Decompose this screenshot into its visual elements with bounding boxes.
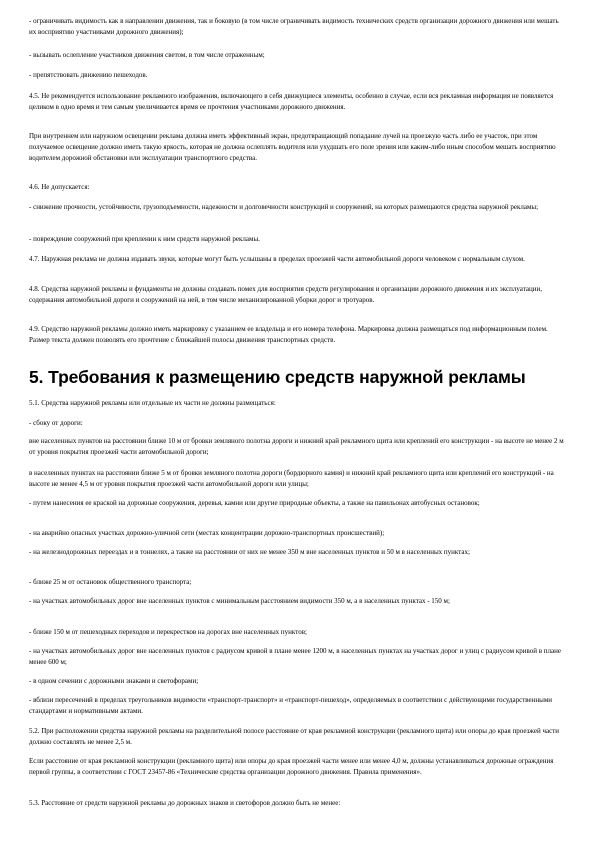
paragraph: - в одном сечении с дорожными знаками и светофорами; bbox=[29, 677, 199, 685]
paragraph: - на железнодорожных переездах и в тоннелях, а также на расстоянии от них не менее 350 м вне населенных пунктов и 50 м в населенных пунктах; bbox=[29, 548, 470, 556]
paragraph: - снижение прочности, устойчивости, грузоподъемности, надежности и долговечности конструкций и сооружений, на которых размещаются средства наружной рекламы; bbox=[29, 203, 539, 211]
paragraph: в населенных пунктах на расстоянии ближе 5 м от бровки земляного полотна дороги (бордюрного камня) и нижний край рекламного щита или креплений его конструкций - на высоте не менее 4,5 м от уровня покрытия проезжей части автомобильной дороги или улицы; bbox=[29, 469, 554, 488]
paragraph: - ограничивать видимость как в направлении движения, так и боковую (в том числе ограничивать видимость технических средств организации дорожного движения или мешать их восприятию участниками дорожного движения); bbox=[29, 17, 559, 36]
paragraph: 4.7. Наружная реклама не должна издавать звуки, которые могут быть услышаны в пределах проезжей части автомобильной дороги человеком с нормальным слухом. bbox=[29, 255, 525, 263]
paragraph: - на аварийно опасных участках дорожно-уличной сети (местах концентрации дорожно-транспортных происшествий); bbox=[29, 529, 385, 537]
paragraph: 5.3. Расстояние от средств наружной рекламы до дорожных знаков и светофоров должно быть не менее: bbox=[29, 799, 341, 807]
paragraph: - сбоку от дороги: bbox=[29, 419, 83, 427]
paragraph: - повреждение сооружений при креплении к ним средств наружной рекламы. bbox=[29, 235, 260, 243]
paragraph: - ближе 150 м от пешеходных переходов и перекрестков на дорогах вне населенных пунктов; bbox=[29, 628, 307, 636]
paragraph: 5.1. Средства наружной рекламы или отдельные их части не должны размещаться: bbox=[29, 399, 276, 407]
section-heading: 5. Требования к размещению средств наружной рекламы bbox=[29, 367, 526, 387]
paragraph: вне населенных пунктов на расстоянии ближе 10 м от бровки земляного полотна дороги и нижний край рекламного щита или креплений его конструкции - на высоте не менее 2 м от уровня покрытия проезжей части автомобильной дороги; bbox=[29, 437, 564, 456]
paragraph: - путем нанесения ее краской на дорожные сооружения, деревья, камни или другие природные объекты, а также на павильонах автобусных остановок; bbox=[29, 499, 480, 507]
paragraph: - вблизи пересечений в пределах треугольников видимости «транспорт-транспорт» и «транспорт-пешеход», определяемых в соответствии с действующими государственными стандартами и нормативными актами. bbox=[29, 696, 552, 715]
paragraph: 4.8. Средства наружной рекламы и фундаменты не должны создавать помех для восприятия средств регулирования и организации дорожного движения и их эксплуатации, содержания автомобильной дороги и сооружений на ней, в том числе механизированной уборки дорог и тротуаров. bbox=[29, 285, 542, 304]
paragraph: - вызывать ослепление участников движения светом, в том числе отраженным; bbox=[29, 51, 265, 59]
paragraph: - ближе 25 м от остановок общественного транспорта; bbox=[29, 578, 192, 586]
paragraph: - на участках автомобильных дорог вне населенных пунктов с радиусом кривой в плане менее 1200 м, в населенных пунктах на участках дорог и улиц с радиусом кривой в плане менее 600 м; bbox=[29, 647, 561, 666]
paragraph: При внутреннем или наружном освещении реклама должна иметь эффективный экран, предотвращающий попадание лучей на проезжую часть либо ее участок, при этом получаемое освещение должно иметь такую яркость, которая не должна ослеплять водителя или ухудшать его поле зрения или каким-либо иным способом мешать восприятию водителем дорожной обстановки или эксплуатации транспортного средства. bbox=[29, 132, 556, 162]
paragraph: Если расстояние от края рекламной конструкции (рекламного щита) или опоры до края проезжей части менее или менее 4,0 м, должны устанавливаться дорожные ограждения первой группы, в соответствии с ГОСТ 23457-86 «Технические средства организации дорожного движения. Правила применения». bbox=[29, 757, 554, 776]
paragraph: - препятствовать движению пешеходов. bbox=[29, 71, 148, 79]
paragraph: 4.5. Не рекомендуется использование рекламного изображения, включающего в себя движущиеся элементы, особенно в случае, если вся рекламная информация не появляется целиком в одно время и тем самым увеличивается время ее прочтения участниками дорожного движения. bbox=[29, 92, 554, 111]
paragraph: 4.6. Не допускается: bbox=[29, 183, 90, 191]
paragraph: - на участках автомобильных дорог вне населенных пунктов с минимальным расстоянием видимости 350 м, а в населенных пунктах - 150 м; bbox=[29, 597, 450, 605]
paragraph: 4.9. Средство наружной рекламы должно иметь маркировку с указанием ее владельца и его номера телефона. Маркировка должна размещаться под информационным полем. Размер текста должен позволять его прочтение с ближайшей полосы движения транспортных средств. bbox=[29, 325, 548, 344]
paragraph: 5.2. При расположении средства наружной рекламы на разделительной полосе расстояние от края рекламной конструкции (рекламного щита) или опоры до края проезжей части должно составлять не менее 2,5 м. bbox=[29, 727, 560, 746]
